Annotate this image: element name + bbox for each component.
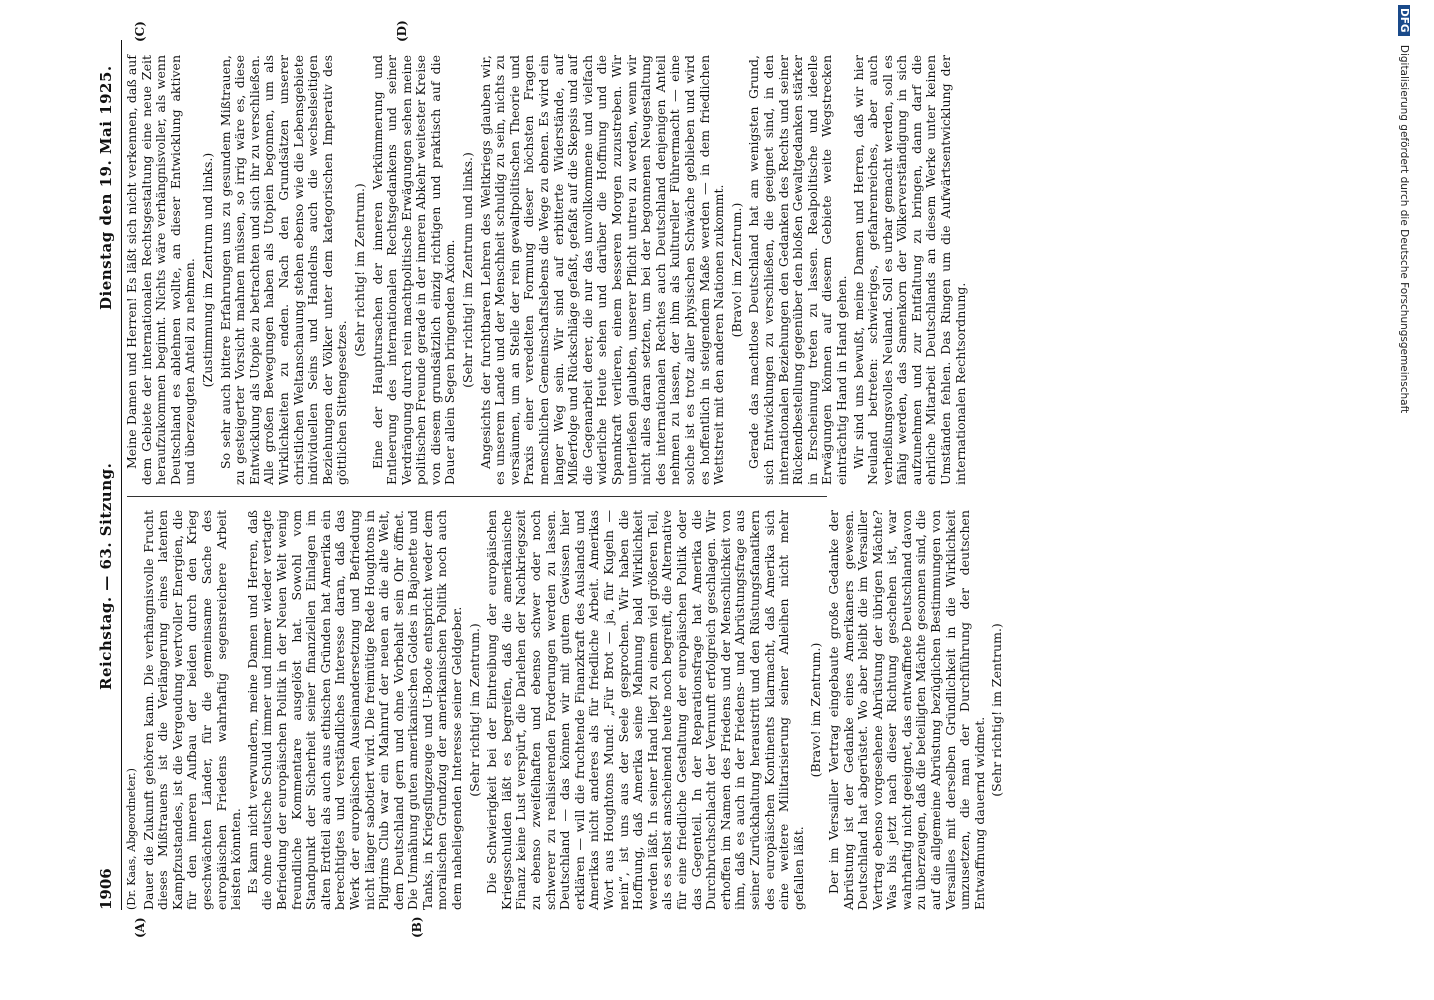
- left-column: [125, 510, 1005, 910]
- paragraph: Eine der Hauptursachen der inneren Verkümmerung und Entleerung des internationalen Rechtsgedankens und seiner Verdrängung durch rein machtpolitische Erwägungen sehen meine politischen Freunde gerade in der inneren Abkehr weitester Kreise von diesem grundsätzlich einzig richtigen und praktisch auf die Dauer allein Segen bringenden Axiom.: [369, 55, 458, 485]
- margin-mark-c: (C): [133, 21, 147, 42]
- speaker-note: (Dr. Kaas, Abgeordneter.): [125, 768, 138, 910]
- interjection: (Sehr richtig! im Zentrum.): [466, 623, 482, 797]
- paragraph: Angesichts der furchtbaren Lehren des Weltkriegs glauben wir, es unserem Lande und der Menschheit schuldig zu sein, nichts zu versäumen, um an Stelle der rein gewaltpolitischen Theorie und Praxis einer veredelten Formung dieser höchsten Fragen menschlichen Gemeinschaftslebens die Wege zu ebnen. Es wird ein langer Weg sein. Wir sind auf erbitterte Widerstände, auf Mißerfolge und Rückschläge gefaßt, gefaßt auf die Skepsis und auf die Gegenarbeit derer, die nur das unvollkommene und vielfach widerliche Heute sehen und darüber die Hoffnung und die Spannkraft verlieren, einem besseren Morgen zuzustreben. Wir unterließen glaubten, unserer Pflicht untreu zu werden, wenn wir nicht alles daran setzten, um bei der begonnenen Neugestaltung des internationalen Rechtes auch Deutschland denjenigen Anteil nehmen zu lassen, der ihm als kultureller Führermacht — eine solche ist es trotz aller physischen Schwäche geblieben und wird es hoffentlich in steigendem Maße werden — in dem friedlichen Wettstreit mit den anderen Nationen zukommt.: [477, 55, 727, 485]
- interjection: (Sehr richtig! im Zentrum und links.): [460, 152, 476, 388]
- paragraph: Meine Damen und Herren! Es läßt sich nicht verkennen, daß auf dem Gebiete der internationalen Rechtsgestaltung eine neue Zeit heraufzukommen beginnt. Nichts wäre verhängnisvoller, als wenn Deutschland es ablehnen wollte, an dieser Entwicklung aktiven und überzeugten Anteil zu nehmen.: [124, 55, 198, 485]
- interjection: (Zustimmung im Zentrum und links.): [199, 152, 215, 388]
- dfg-credit-line: [1390, 5, 1410, 995]
- interjection: (Sehr richtig! im Zentrum.): [989, 623, 1005, 797]
- credit-text: Digitalisierung gefördert durch die Deutsche Forschungsgemeinschaft: [1398, 44, 1410, 414]
- paragraph: So sehr auch bittere Erfahrungen uns zu gesundem Mißtrauen, zu gesteigerter Vorsicht mahnen müssen, so irrig wäre es, diese Entwicklung als Utopie zu betrachten und sich ihr zu verschließen. Alle großen Bewegungen haben als Utopien begonnen, um als Wirklichkeiten zu enden. Nach den Grundsätzen unserer christlichen Weltanschauung stehen ebenso wie die Lebensgebiete individuellen Seins und Handelns auch die wechselseitigen Beziehungen der Völker unter dem kategorischen Imperativ des göttlichen Sittengesetzes.: [217, 55, 350, 485]
- right-running-title: Dienstag den 19. Mai 1925.: [97, 65, 115, 310]
- paragraph: Wir sind uns bewußt, meine Damen und Herren, daß wir hier Neuland betreten: schwieriges, gefahrenreiches, aber auch verheißungsvolles Neuland. Soll es urbar gemacht werden, soll es fähig werden, das Samenkorn der Völkerverständigung in sich aufzunehmen und zur Entfaltung zu bringen, dann darf die ehrliche Mitarbeit Deutschlands an diesem Werke unter keinen Umständen fehlen. Das Ringen um die Aufwärtsentwicklung der internationalen Rechtsordnung.: [850, 55, 968, 485]
- interjection: (Bravo! im Zentrum.): [808, 642, 824, 778]
- paragraph: Der im Versailler Vertrag eingebaute große Gedanke der Abrüstung ist der Gedanke eines Amerikaners gewesen. Deutschland hat abgerüstet. Wo aber bleibt die im Versailler Vertrag ebenso vorgesehene Abrüstung der übrigen Mächte? Was bis jetzt nach dieser Richtung geschehen ist, war wahrhaftig nicht geeignet, das entwaffnete Deutschland davon zu überzeugen, daß die beteiligten Mächte gesonnen sind, die auf die allgemeine Abrüstung bezüglichen Bestimmungen von Versailles mit derselben Gründlichkeit in die Wirklichkeit umzusetzen, die man der Durchführung der deutschen Entwaffnung dauernd widmet.: [825, 510, 987, 910]
- rotated-page: [95, 0, 1335, 1000]
- dfg-logo-icon: DFG: [1398, 5, 1410, 36]
- page-number: 1906: [97, 868, 115, 910]
- left-running-title: Reichstag. — 63. Sitzung.: [97, 462, 115, 690]
- paragraph: Dauer die Zukunft gehören kann. Die verhängnisvolle Frucht dieses Mißtrauens ist die Verlängerung eines latenten Kampfzustandes, ist die Vergeudung wertvoller Energien, die für den inneren Aufbau der beiden durch den Krieg geschwächten Länder, für die gemeinsame Sache des europäischen Friedens wahrhaftig segensreichere Arbeit leisten könnten.: [140, 510, 244, 910]
- paragraph: Gerade das machtlose Deutschland hat am wenigsten Grund, sich Entwicklungen zu verschließen, die geeignet sind, in den internationalen Beziehungen den Gedanken des Rechts und seiner Rückendbestellung gegenüber den bloßen Gewaltgedanken stärker in Erscheinung treten zu lassen. Realpolitische und ideelle Erwägungen können auf diesem Gebiete weite Wegstrecken einträchtig Hand in Hand gehen.: [746, 55, 849, 485]
- interjection: (Sehr richtig! im Zentrum.): [351, 183, 367, 357]
- interjection: (Bravo! im Zentrum.): [728, 202, 744, 338]
- paragraph: Es kann nicht verwundern, meine Damen und Herren, daß die ohne deutsche Schuld immer und immer wieder vertagte Befriedung der europäischen Politik in der Neuen Welt wenig freundliche Kommentare ausgelöst hat. Sowohl vom Standpunkt der Sicherheit seiner finanziellen Einlagen im alten Erdteil als auch aus ethischen Gründen hat Amerika ein berechtigtes und verständliches Interesse daran, daß das Werk der europäischen Auseinandersetzung und Befriedung nicht länger sabotiert wird. Die freimütige Rede Houghtons in Pilgrims Club war ein Mahnruf der neuen an die alte Welt, dem Deutschland gern und ohne Vorbehalt sein Ohr öffnet. Die Umnähung guten amerikanischen Goldes in Bajonette und Tanks, in Kriegsflugzeuge und U-Boote entspricht weder dem moralischen Grundzug der amerikanischen Politik noch auch dem naheliegenden Interesse seiner Geldgeber.: [244, 510, 465, 910]
- margin-mark-a: (A): [133, 917, 147, 938]
- paragraph: Die Schwierigkeit bei der Eintreibung der europäischen Kriegsschulden läßt es begreifen, daß die amerikanische Finanz keine Lust verspürt, die Darlehen der Nachkriegszeit zu ebenso zweifelhaften und ebenso schwer oder noch schwerer zu realisierenden Forderungen werden zu lassen. Deutschland — das können wir mit gutem Gewissen hier erklären — will die fruchtende Finanzkraft des Auslands und Amerikas nicht anderes als für friedliche Arbeit. Amerikas Wort aus Houghtons Mund: „Für Brot — ja, für Kugeln — nein“, ist uns aus der Seele gesprochen. Wir haben die Hoffnung, daß Amerika seine Mahnung bald Wirklichkeit werden läßt. In seiner Hand liegt zu einem viel größeren Teil, als es selbst anscheinend heute noch begreift, die Alternative für eine friedliche Gestaltung der europäischen Politik oder das Gegenteil. In der Reparationsfrage hat Amerika die Durchbruchschlacht der Vernunft erfolgreich geschlagen. Wir erhoffen im Namen des Friedens und der Menschlichkeit von ihm, daß es auch in der Friedens- und Abrüstungsfrage aus seiner Zurückhaltung heraustritt und den Rüstungsfanatikern des europäischen Kontinents klarmacht, daß Amerika sich eine weitere Militarisierung seiner Anleihen nicht mehr gefallen läßt.: [484, 510, 806, 910]
- margin-mark-d: (D): [395, 20, 409, 42]
- margin-mark-b: (B): [410, 916, 424, 938]
- running-head: [95, 40, 122, 910]
- column-divider: [127, 496, 827, 497]
- right-column: [124, 55, 968, 485]
